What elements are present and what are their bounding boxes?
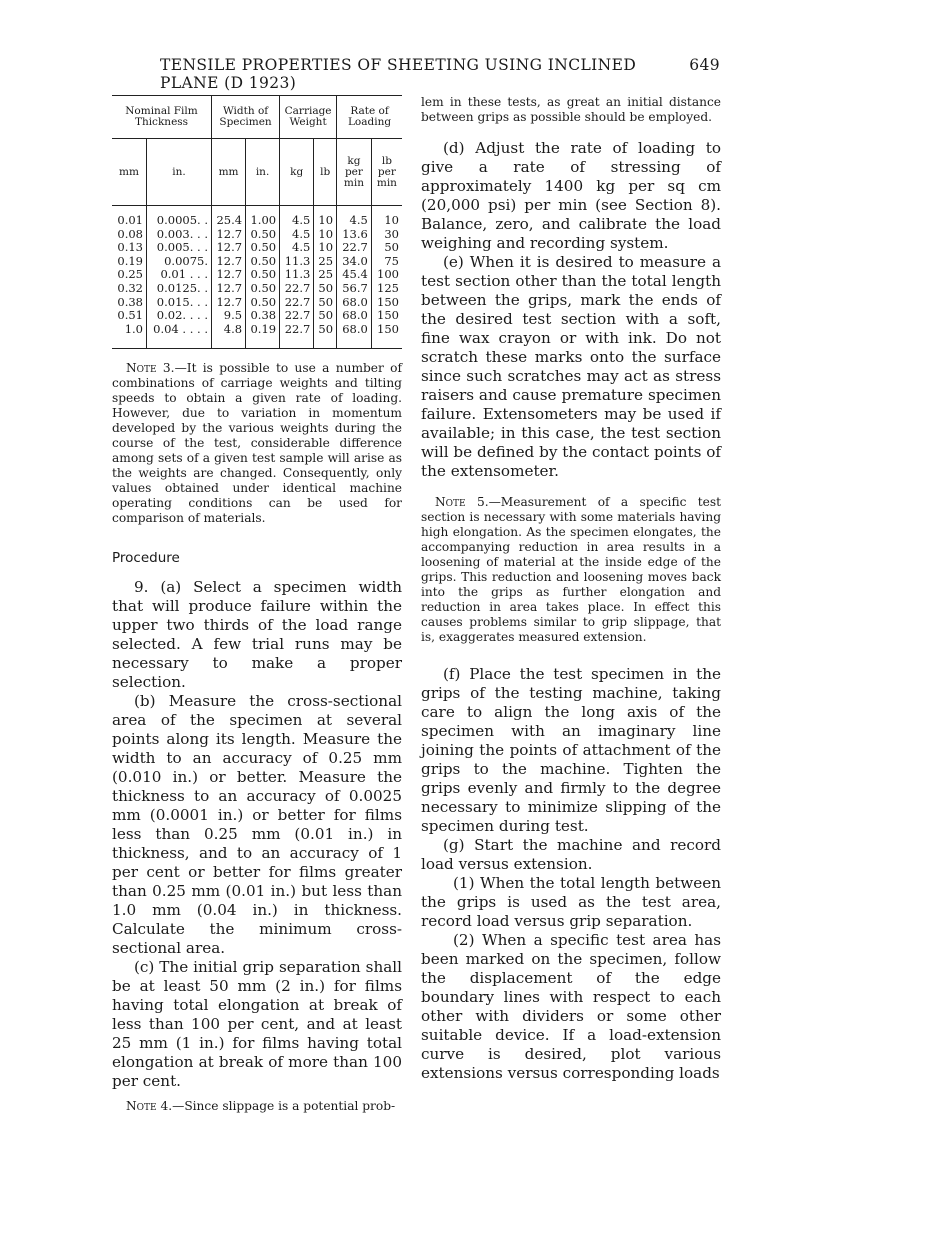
paragraph-g1: (1) When the total length between the grips is used as the test area, record load versus grip separation. <box>421 874 721 930</box>
table-unit-header: lb per min <box>371 139 402 206</box>
note-4-continued: lem in these tests, as great an initial distance between grips as possible should be employed. <box>421 95 721 124</box>
table-row <box>112 255 402 269</box>
table-cell: 10 <box>314 206 337 228</box>
table-group-header: Width of Specimen <box>212 96 280 139</box>
table-cell: 0.38 <box>246 309 280 323</box>
page-header <box>160 56 720 92</box>
table-row <box>112 296 402 310</box>
table-cell: 0.51 <box>117 308 143 323</box>
table-cell: 50 <box>314 309 337 323</box>
table-cell: 75 <box>371 255 402 269</box>
table-cell: 12.7 <box>212 241 246 255</box>
table-unit-header: kg <box>280 139 314 206</box>
table-cell: 11.3 <box>280 255 314 269</box>
table-cell: 12.7 <box>212 296 246 310</box>
note-label: Note 4. <box>126 1099 173 1114</box>
procedure-heading: Procedure <box>112 550 180 567</box>
table-cell: 22.7 <box>280 282 314 296</box>
table-cell: 22.7 <box>280 296 314 310</box>
table-unit-header: in. <box>147 139 212 206</box>
table-cell: 25.4 <box>212 206 246 228</box>
table-cell: 4.8 <box>212 323 246 349</box>
table-cell: 100 <box>371 268 402 282</box>
table-cell: 4.5 <box>337 206 372 228</box>
table-cell: 0.50 <box>246 228 280 242</box>
table-row <box>112 309 402 323</box>
table-cell: 10 <box>371 206 402 228</box>
paragraph-g: (g) Start the machine and record load versus extension. <box>421 836 721 873</box>
rate-of-loading-table <box>112 95 402 349</box>
note-4 <box>112 1099 402 1114</box>
table-group-header: Carriage Weight <box>280 96 337 139</box>
table-cell: 150 <box>371 323 402 349</box>
table-cell: 12.7 <box>212 228 246 242</box>
table-cell: 22.7 <box>280 323 314 349</box>
paragraph-b: (b) Measure the cross-sectional area of the specimen at several points along its length. Measure the width to an accuracy of 0.25 mm (0.010 in.) or better. Measure the thickness to an accuracy of 0.0025 mm (0.0001 in.) or better for films less than 0.25 mm (0.01 in.) in thickness, and to an accuracy of 1 per cent or better for films greater than 0.25 mm (0.01 in.) but less than 1.0 mm (0.04 in.) in thickness. Calculate the minimum cross-sectional area. <box>112 692 402 958</box>
table-cell: 0.005. . . <box>147 241 212 255</box>
table-cell: 4.5 <box>280 241 314 255</box>
table-cell: 13.6 <box>337 228 372 242</box>
table-cell: 0.003. . . <box>147 228 212 242</box>
table-cell: 0.19 <box>117 253 143 268</box>
table-cell: 150 <box>371 309 402 323</box>
note-label: Note 5. <box>435 495 489 509</box>
paragraph-g2: (2) When a specific test area has been marked on the specimen, follow the displacement of the edge boundary lines with respect to each other with dividers or some other suitable device. If a load-extension curve is desired, plot various extensions versus corresponding loads <box>421 931 721 1082</box>
table-cell: 22.7 <box>280 309 314 323</box>
table-cell: 0.25 <box>117 267 143 282</box>
table-cell: 12.7 <box>212 282 246 296</box>
table-cell: 10 <box>314 241 337 255</box>
table-cell: 50 <box>314 296 337 310</box>
table-cell: 150 <box>371 296 402 310</box>
table-group-header: Nominal Film Thickness <box>112 96 212 139</box>
table-cell: 0.50 <box>246 255 280 269</box>
table-cell: 4.5 <box>280 206 314 228</box>
paragraph-f: (f) Place the test specimen in the grips of the testing machine, taking care to align the long axis of the specimen with an imaginary line joining the points of attachment of the grips to the machine. Tighten the grips evenly and firmly to the degree necessary to minimize slipping of the specimen during test. <box>421 665 721 835</box>
table-cell: 1.0 <box>124 321 143 336</box>
table-cell: 34.0 <box>337 255 372 269</box>
table-cell: 11.3 <box>280 268 314 282</box>
table-cell: 56.7 <box>337 282 372 296</box>
paragraph-9a: 9. (a) Select a specimen width that will produce failure within the upper two thirds of the load range selected. A few trial runs may be necessary to make a proper selection. <box>112 578 402 692</box>
table-unit-header: kg per min <box>337 139 372 206</box>
table-row <box>112 206 402 228</box>
table-cell: 0.0125. . <box>147 282 212 296</box>
paragraph-e: (e) When it is desired to measure a test section other than the total length between the grips, mark the ends of the desired test section with a soft, fine wax crayon or with ink. Do not scratch these marks onto the surface since such scratches may act as stress raisers and cause premature specimen failure. Extensometers may be used if available; in this case, the test section will be defined by the contact points of the extensometer. <box>421 253 721 480</box>
table-cell: 0.04 . . . . <box>147 323 212 349</box>
table-cell: 12.7 <box>212 255 246 269</box>
table-row <box>112 241 402 255</box>
table-row <box>112 228 402 242</box>
table-cell: 68.0 <box>337 323 372 349</box>
table-cell: 0.0005. . <box>147 206 212 228</box>
note-3 <box>112 361 402 526</box>
table-cell: 45.4 <box>337 268 372 282</box>
table-cell: 68.0 <box>337 309 372 323</box>
note-label: Note 3. <box>126 361 175 376</box>
table-cell: 22.7 <box>337 241 372 255</box>
table-cell: 9.5 <box>212 309 246 323</box>
table-cell: 25 <box>314 255 337 269</box>
table-cell: 0.19 <box>246 323 280 349</box>
table-cell: 0.50 <box>246 282 280 296</box>
running-title: TENSILE PROPERTIES OF SHEETING USING INCLINED PLANE (D 1923) <box>160 56 637 92</box>
table-cell: 50 <box>314 282 337 296</box>
table-cell: 30 <box>371 228 402 242</box>
table-cell: 0.50 <box>246 241 280 255</box>
paragraph-d: (d) Adjust the rate of loading to give a rate of stressing of approximately 1400 kg per sq cm (20,000 psi) per min (see Section 8). Balance, zero, and calibrate the load weighing and recording system. <box>421 139 721 252</box>
table-cell: 50 <box>371 241 402 255</box>
table-cell: 68.0 <box>337 296 372 310</box>
table-cell: 1.00 <box>246 206 280 228</box>
table-unit-header: mm <box>212 139 246 206</box>
table-cell: 0.02. . . . <box>147 309 212 323</box>
table-group-header: Rate of Loading <box>337 96 402 139</box>
table-unit-header: lb <box>314 139 337 206</box>
table-cell: 0.01 . . . <box>147 268 212 282</box>
table-cell: 0.08 <box>117 226 143 241</box>
right-column <box>421 95 721 1083</box>
table-cell: 0.13 <box>117 240 143 255</box>
note-text: —Since slippage is a potential prob- <box>172 1099 396 1114</box>
left-column <box>112 95 402 1114</box>
table-cell: 0.32 <box>117 280 143 295</box>
paragraph-c: (c) The initial grip separation shall be at least 50 mm (2 in.) for films having total elongation at break of less than 100 per cent, and at least 25 mm (1 in.) for films having total elongation at break of more than 100 per cent. <box>112 958 402 1091</box>
table-row <box>112 323 402 349</box>
table-cell: 125 <box>371 282 402 296</box>
note-text: —Measurement of a specific test section is necessary with some materials having high elongation. As the specimen elongates, the accompanying reduction in area results in a loosening of material at the inside edge of the grips. This reduction and loosening moves back into the grips as further elongation and reduction in area takes place. In effect this causes problems similar to grip slippage, that is, exaggerates measured extension. <box>421 495 722 644</box>
table-cell: 4.5 <box>280 228 314 242</box>
table-cell: 50 <box>314 323 337 349</box>
table-row <box>112 282 402 296</box>
table-cell: 0.0075. <box>147 255 212 269</box>
note-text: —It is possible to use a number of combinations of carriage weights and tilting speeds to obtain a given rate of loading. However, due to variation in momentum developed by the various weights during the course of the test, considerable difference among sets of a given test sample will arise as the weights are changed. Consequently, only values obtained under identical machine operating conditions can be used for comparison of materials. <box>112 361 403 526</box>
table-cell: 12.7 <box>212 268 246 282</box>
table-cell: 0.50 <box>246 268 280 282</box>
table-cell: 0.50 <box>246 296 280 310</box>
note-5 <box>421 495 721 645</box>
page-number: 649 <box>689 56 720 74</box>
table-cell: 25 <box>314 268 337 282</box>
table-cell: 0.38 <box>117 294 143 309</box>
table-cell: 0.015. . . <box>147 296 212 310</box>
table-cell: 0.01 <box>117 213 143 227</box>
table-row <box>112 268 402 282</box>
table-cell: 10 <box>314 228 337 242</box>
table-unit-header: in. <box>246 139 280 206</box>
table-unit-header: mm <box>112 139 147 206</box>
